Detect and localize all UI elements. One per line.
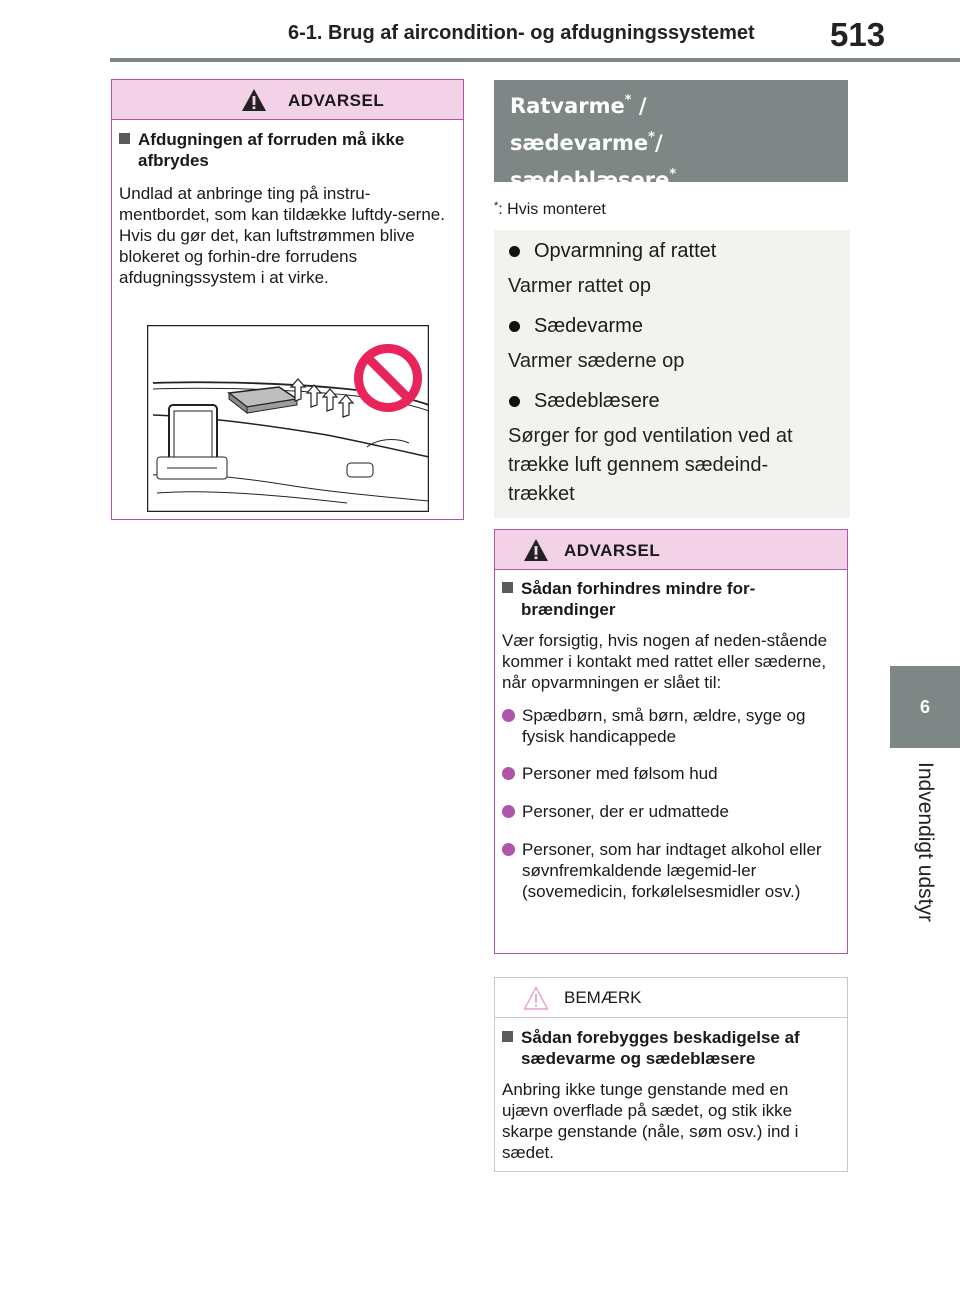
list-item: Spædbørn, små børn, ældre, syge og fysisk handicappede xyxy=(502,705,835,747)
notice-header xyxy=(495,978,847,1018)
feature-description: Sørger for god ventilation ved at trække luft gennem sædeind-trækket xyxy=(508,425,793,505)
feature-item: Sædevarme xyxy=(508,309,836,343)
warning-box-right xyxy=(494,529,848,954)
warning-label: ADVARSEL xyxy=(288,91,385,110)
bullet-dot-icon xyxy=(502,709,515,722)
section-title: Ratvarme* / sædevarme*/ sædeblæsere* xyxy=(494,80,848,182)
warning-subheading: Afdugningen af forruden må ikke afbrydes xyxy=(119,126,449,171)
notice-label: BEMÆRK xyxy=(564,988,642,1007)
notice-box xyxy=(494,977,848,1172)
notice-body: Anbring ikke tunge genstande med en ujævn overflade på sædet, og stik ikke skarpe genstande (nåle, søm osv.) ind i sædet. xyxy=(502,1080,799,1162)
feature-description: Varmer sæderne op xyxy=(508,350,685,372)
page-header-title: 6-1. Brug af aircondition- og afdugningssystemet xyxy=(288,22,755,44)
bullet-dot-icon xyxy=(509,246,520,257)
warning-triangle-icon xyxy=(241,88,267,112)
feature-panel xyxy=(494,230,850,518)
square-bullet-icon xyxy=(119,133,130,144)
warning-label: ADVARSEL xyxy=(564,541,661,560)
chapter-label: Indvendigt udstyr xyxy=(914,762,937,922)
header-rule xyxy=(110,58,960,62)
page-number: 513 xyxy=(830,16,886,53)
warning-header xyxy=(112,80,463,120)
chapter-tab[interactable]: 6 xyxy=(890,666,960,748)
notice-subheading: Sådan forebygges beskadigelse af sædevarme og sædeblæsere xyxy=(502,1024,835,1069)
square-bullet-icon xyxy=(502,582,513,593)
dashboard-illustration xyxy=(147,325,429,512)
warning-body: Undlad at anbringe ting på instru-mentbordet, som kan tildække luftdy-serne. Hvis du gør det, kan luftstrømmen blive blokeret og forhin-dre forrudens afdugningssystem i at virke. xyxy=(119,184,445,287)
warning-header xyxy=(495,530,847,570)
list-item: Personer, som har indtaget alkohol eller søvnfremkaldende lægemid-ler (sovemedicin, forkølelsesmidler osv.) xyxy=(502,839,835,902)
caution-triangle-icon xyxy=(523,986,549,1010)
list-item: Personer, der er udmattede xyxy=(502,801,835,822)
warning-subheading: Sådan forhindres mindre for-brændinger xyxy=(502,576,835,620)
feature-item: Sædeblæsere xyxy=(508,384,836,418)
bullet-dot-icon xyxy=(502,805,515,818)
feature-description: Varmer rattet op xyxy=(508,275,652,297)
warning-box-left xyxy=(111,79,464,520)
bullet-dot-icon xyxy=(509,396,520,407)
bullet-dot-icon xyxy=(502,767,515,780)
warning-body: Vær forsigtig, hvis nogen af neden-stående kommer i kontakt med rattet eller sæderne, når opvarmningen er slået til: xyxy=(502,631,828,692)
footnote: *: Hvis monteret xyxy=(494,200,606,218)
list-item: Personer med følsom hud xyxy=(502,763,835,784)
bullet-dot-icon xyxy=(509,321,520,332)
feature-item: Opvarmning af rattet xyxy=(508,234,836,268)
warning-triangle-icon xyxy=(523,538,549,562)
bullet-dot-icon xyxy=(502,843,515,856)
square-bullet-icon xyxy=(502,1031,513,1042)
